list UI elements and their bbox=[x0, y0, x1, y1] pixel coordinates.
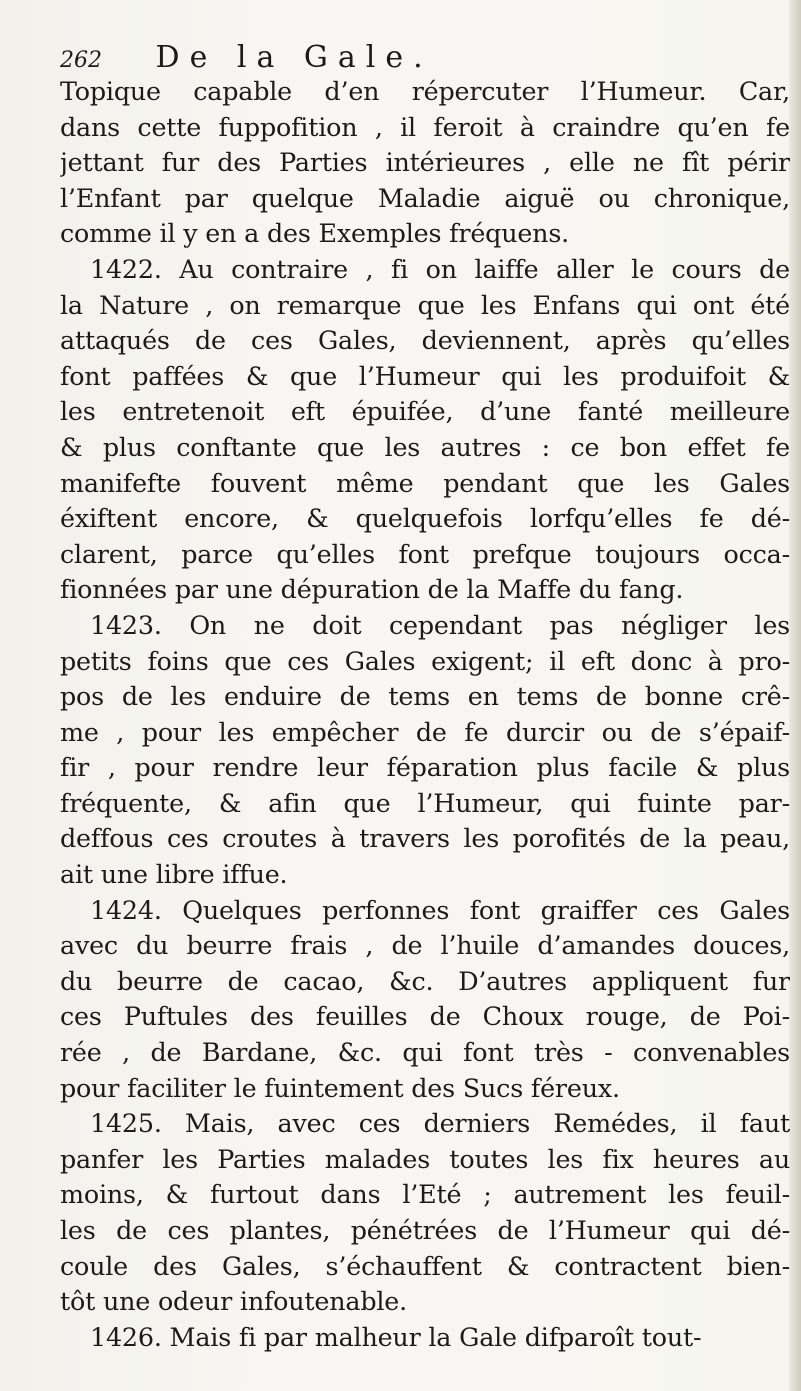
text-line: fir , pour rendre leur féparation plus facile & plus bbox=[60, 752, 790, 783]
text-line: manifefte fouvent même pendant que les Gales bbox=[60, 467, 790, 498]
page-edge bbox=[789, 0, 801, 1391]
text-line: comme il y en a des Exemples fréquens. bbox=[60, 218, 570, 249]
text-line: & plus conftante que les autres : ce bon effet fe bbox=[60, 431, 790, 462]
text-line: la Nature , on remarque que les Enfans qui ont été bbox=[60, 289, 790, 320]
text-line: 1425. Mais, avec ces derniers Remédes, il faut bbox=[90, 1108, 790, 1139]
text-line: deffous ces croutes à travers les porofités de la peau, bbox=[60, 823, 790, 854]
text-line: 1426. Mais fi par malheur la Gale difparoît tout- bbox=[90, 1321, 702, 1352]
text-line: panfer les Parties malades toutes les fix heures au bbox=[60, 1143, 790, 1174]
text-line: 1422. Au contraire , fi on laiffe aller le cours de bbox=[90, 253, 790, 284]
text-line: du beurre de cacao, &c. D’autres appliquent fur bbox=[60, 965, 790, 996]
text-line: rée , de Bardane, &c. qui font très - convenables bbox=[60, 1037, 790, 1068]
text-line: ces Puftules des feuilles de Choux rouge, de Poi- bbox=[60, 1001, 790, 1032]
body-text bbox=[60, 74, 790, 1355]
text-line: coule des Gales, s’échauffent & contractent bien- bbox=[60, 1250, 790, 1281]
text-line: pos de les enduire de tems en tems de bonne crê- bbox=[60, 681, 790, 712]
text-line: éxiftent encore, & quelquefois lorfqu’elles fe dé- bbox=[60, 503, 790, 534]
text-line: l’Enfant par quelque Maladie aiguë ou chronique, bbox=[60, 182, 790, 213]
running-title: De la Gale. bbox=[155, 40, 433, 75]
running-header bbox=[60, 40, 433, 76]
text-line: pour faciliter le fuintement des Sucs féreux. bbox=[60, 1072, 620, 1103]
text-line: les de ces plantes, pénétrées de l’Humeur qui dé- bbox=[60, 1215, 790, 1245]
text-line: attaqués de ces Gales, deviennent, après qu’elles bbox=[60, 325, 790, 356]
text-line: tôt une odeur infoutenable. bbox=[60, 1286, 407, 1317]
text-line: jettant fur des Parties intérieures , elle ne fît périr bbox=[60, 147, 790, 178]
text-line: fionnées par une dépuration de la Maffe du fang. bbox=[60, 574, 684, 605]
text-line: Topique capable d’en répercuter l’Humeur. Car, bbox=[60, 76, 790, 106]
text-line: fréquente, & afin que l’Humeur, qui fuinte par- bbox=[60, 787, 790, 818]
text-line: font paffées & que l’Humeur qui les produifoit & bbox=[60, 360, 790, 391]
text-line: 1423. On ne doit cependant pas négliger les bbox=[90, 609, 790, 640]
text-line: ait une libre iffue. bbox=[60, 859, 288, 890]
page-number: 262 bbox=[60, 48, 102, 73]
text-line: moins, & furtout dans l’Eté ; autrement les feuil- bbox=[60, 1179, 790, 1210]
text-line: me , pour les empêcher de fe durcir ou de s’épaif- bbox=[60, 716, 790, 747]
text-line: avec du beurre frais , de l’huile d’amandes douces, bbox=[60, 930, 790, 961]
text-line: clarent, parce qu’elles font prefque toujours occa- bbox=[60, 538, 790, 569]
text-line: petits foins que ces Gales exigent; il eft donc à pro- bbox=[60, 645, 790, 676]
text-line: les entretenoit eft épuifée, d’une fanté meilleure bbox=[60, 396, 790, 427]
text-line: 1424. Quelques perfonnes font graiffer ces Gales bbox=[90, 894, 790, 925]
text-line: dans cette fuppofition , il feroit à craindre qu’en fe bbox=[60, 111, 790, 142]
